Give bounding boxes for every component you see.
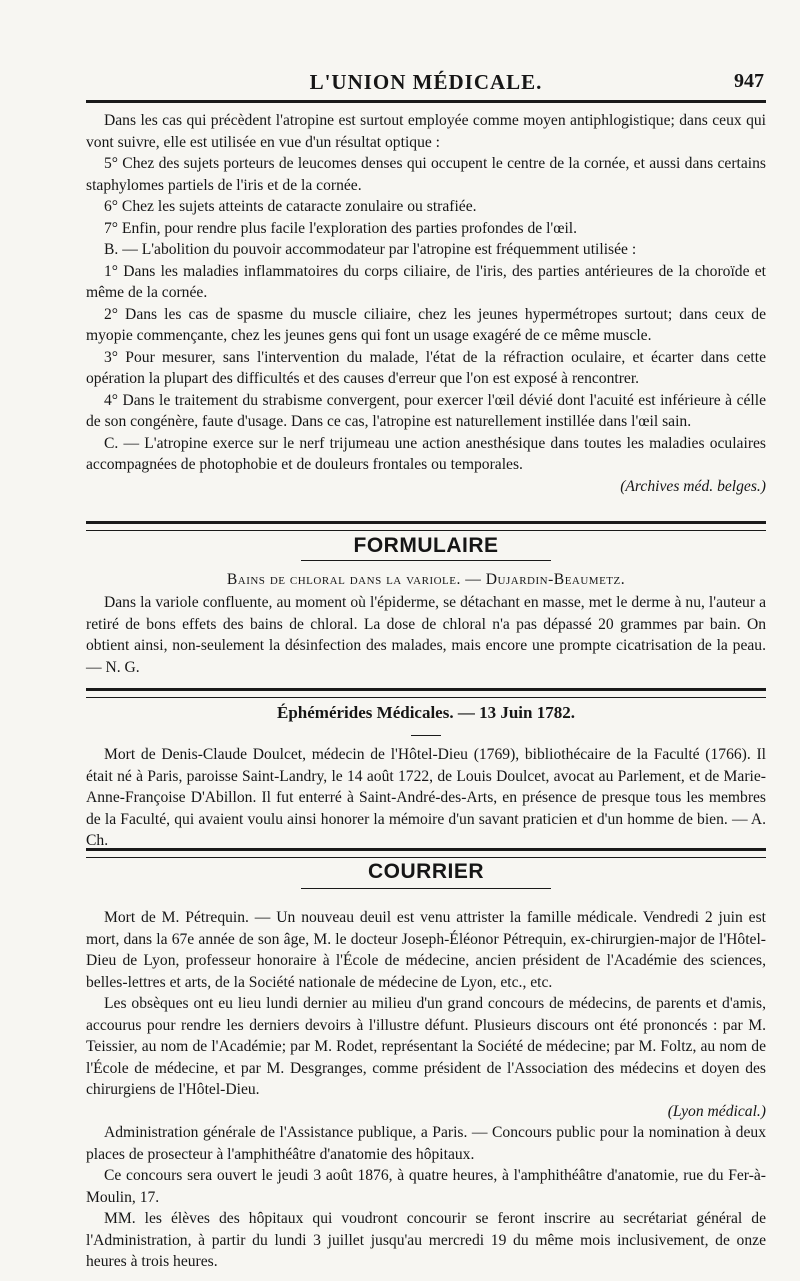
section-divider bbox=[86, 848, 766, 858]
paragraph: Ce concours sera ouvert le jeudi 3 août 1876, à quatre heures, à l'amphithéâtre d'anatomie, rue du Fer-à-Moulin, 17. bbox=[86, 1167, 766, 1206]
article-atropine bbox=[86, 110, 766, 497]
paragraph: 2° Dans les cas de spasme du muscle ciliaire, chez les jeunes hypermétropes surtout; dans ceux de myopie commençante, chez les jeunes gens qui font un usage exagéré de ce même muscle. bbox=[86, 305, 766, 344]
source-citation: (Archives méd. belges.) bbox=[620, 477, 766, 495]
section-title: Éphémérides Médicales. — 13 Juin 1782. bbox=[277, 703, 575, 722]
paragraph: 5° Chez des sujets porteurs de leucomes denses qui occupent le centre de la cornée, et aussi dans certains staphylomes partiels de l'iris et de la cornée. bbox=[86, 155, 766, 194]
paragraph: Mort de Denis-Claude Doulcet, médecin de l'Hôtel-Dieu (1769), bibliothécaire de la Faculté (1766). Il était né à Paris, paroisse Saint-Landry, le 14 août 1722, de Louis Doulcet, avocat au Parlement, et de Marie-Anne-Françoise D'Abillon. Il fut enterré à Saint-André-des-Arts, en présence de presque tous les membres de la Faculté, qui avaient voulu ainsi honorer la mémoire d'un savant praticien et d'un homme de bien. — A. Ch. bbox=[86, 746, 766, 849]
paragraph: Les obsèques ont eu lieu lundi dernier au milieu d'un grand concours de médecins, de parents et d'amis, accourus pour rendre les derniers devoirs à l'illustre défunt. Plusieurs discours ont été prononcés : par M. Teissier, au nom de l'Académie; par M. Rodet, représentant la Société de médecine; par M. Foltz, au nom de l'École de médecine, et par M. Desgranges, comme président de l'Association des médecins et doyen des chirurgiens de l'Hôtel-Dieu. bbox=[86, 995, 766, 1098]
page-header bbox=[86, 70, 766, 98]
paragraph: MM. les élèves des hôpitaux qui voudront concourir se feront inscrire au secrétariat général de l'Administration, à partir du lundi 3 juillet jusqu'au mercredi 19 du même mois inclusivement, de onze heures à trois heures. bbox=[86, 1210, 766, 1270]
paragraph: 7° Enfin, pour rendre plus facile l'exploration des parties profondes de l'œil. bbox=[104, 219, 578, 237]
section-ephemerides bbox=[86, 703, 766, 852]
section-formulaire bbox=[86, 534, 766, 678]
section-title: COURRIER bbox=[367, 860, 484, 883]
source-citation: (Lyon médical.) bbox=[667, 1102, 766, 1120]
section-title: FORMULAIRE bbox=[353, 534, 499, 557]
paragraph: Dans les cas qui précèdent l'atropine est surtout employée comme moyen antiphlogistique; dans ceux qui vont suivre, elle est utilisée en vue d'un résultat optique : bbox=[86, 112, 766, 151]
paragraph: Dans la variole confluente, au moment où l'épiderme, se détachant en masse, met le derme à nu, l'auteur a retiré de bons effets des bains de chloral. La dose de chloral n'a pas dépassé 20 grammes par bain. On obtient ainsi, non-seulement la désinfection des malades, mais encore une prompte cicatrisation de la peau. — N. G. bbox=[86, 594, 766, 676]
page-number: 947 bbox=[734, 70, 764, 92]
header-rule bbox=[86, 100, 766, 103]
title-underline bbox=[301, 560, 551, 561]
paragraph: Administration générale de l'Assistance publique, a Paris. — Concours public pour la nomination à deux places de prosecteur à l'amphithéâtre d'anatomie des hôpitaux. bbox=[86, 1124, 766, 1163]
paragraph: Mort de M. Pétrequin. — Un nouveau deuil est venu attrister la famille médicale. Vendredi 2 juin est mort, dans la 67e année de son âge, M. le docteur Joseph-Éléonor Pétrequin, ex-chirurgien-major de l'Hôtel-Dieu de Lyon, professeur honoraire à l'École de médecine, ancien président de l'Académie des sciences, belles-lettres et arts, de la Société nationale de médecine de Lyon, etc., etc. bbox=[86, 909, 766, 991]
paragraph: 4° Dans le traitement du strabisme convergent, pour exercer l'œil dévié dont l'acuité est inférieure à célle de son congénère, faute d'usage. Dans ce cas, l'atropine est naturellement instillée dans l'œil sain. bbox=[86, 391, 766, 430]
title-underline bbox=[301, 888, 551, 889]
section-divider bbox=[86, 521, 766, 531]
section-subtitle: Bains de chloral dans la variole. — Dujardin-Beaumetz. bbox=[226, 571, 626, 588]
section-courrier bbox=[86, 860, 766, 1273]
paragraph: B. — L'abolition du pouvoir accommodateur par l'atropine est fréquemment utilisée : bbox=[104, 241, 637, 258]
paragraph: 3° Pour mesurer, sans l'intervention du malade, l'état de la réfraction oculaire, et écarter dans cette opération la plupart des difficultés et des causes d'erreur que l'on est exposé à rencontrer. bbox=[86, 348, 766, 387]
section-divider bbox=[86, 688, 766, 698]
short-rule bbox=[411, 735, 441, 736]
paragraph: 6° Chez les sujets atteints de cataracte zonulaire ou strafiée. bbox=[104, 198, 477, 215]
paragraph: C. — L'atropine exerce sur le nerf trijumeau une action anesthésique dans toutes les maladies oculaires accompagnées de photophobie et de douleurs frontales ou temporales. bbox=[86, 434, 766, 473]
journal-title: L'UNION MÉDICALE. bbox=[309, 70, 543, 94]
paragraph: 1° Dans les maladies inflammatoires du corps ciliaire, de l'iris, des parties antérieures de la choroïde et même de la cornée. bbox=[86, 262, 766, 301]
